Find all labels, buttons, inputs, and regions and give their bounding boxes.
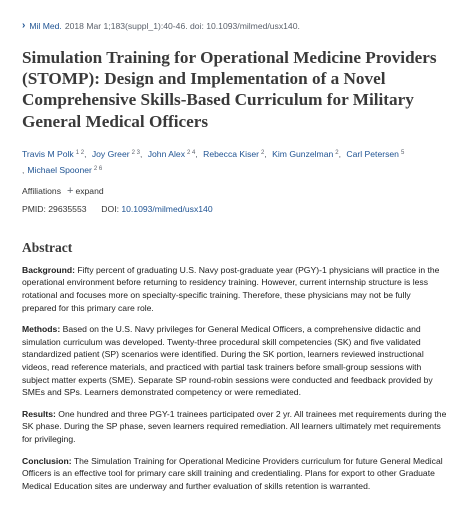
citation-line (22, 20, 447, 31)
abstract-section-label: Results: (22, 408, 56, 419)
affiliations-toggle[interactable] (22, 186, 447, 196)
citation-details: 2018 Mar 1;183(suppl_1):40-46. doi: 10.1093/milmed/usx140. (64, 20, 300, 31)
author-item: Joy Greer $^{2 3}$, (91, 148, 143, 159)
abstract-section-text: Fifty percent of graduating U.S. Navy post-graduate year (PGY)-1 physicians will practice in the operational environment before returning to residency training. However, current internship structure is less rotational and focuses more on specialty-specific training. Therefore, these physicians may not be fully prepared for this primary care role. (22, 264, 440, 313)
abstract-section-text: One hundred and three PGY-1 trainees participated over 2 yr. All trainees met requirements during the SK phase. During the SP phase, seven learners required remediation. All learners ultimately met requirements for privileging. (22, 408, 447, 444)
abstract-section-label: Methods: (22, 324, 61, 335)
doi-label: DOI: (101, 203, 119, 214)
author-link[interactable]: Rebecca Kiser (203, 148, 260, 159)
pmid-label: PMID: (22, 203, 46, 214)
plus-icon: + (67, 184, 74, 197)
journal-link[interactable]: Mil Med. (29, 20, 62, 31)
pmid-value: 29635553 (48, 203, 87, 214)
author-affiliation-ref[interactable]: 2 4 (187, 149, 196, 156)
affiliations-label: Affiliations (22, 185, 62, 196)
article-title: Simulation Training for Operational Medicine Providers (STOMP): Design and Implementation of a Novel Comprehensive Skills-Based Curriculum for Military General Medical Officers (22, 48, 437, 131)
chevron-right-icon[interactable]: › (22, 20, 26, 31)
author-item: Travis M Polk $^{1 2}$, (22, 148, 87, 159)
author-link[interactable]: Carl Petersen (346, 148, 399, 159)
abstract-paragraph (22, 264, 447, 314)
author-link[interactable]: Kim Gunzelman (272, 148, 334, 159)
abstract-paragraph (22, 408, 447, 446)
author-affiliation-ref[interactable]: 2 (261, 149, 265, 156)
doi-link[interactable]: 10.1093/milmed/usx140 (121, 203, 213, 214)
author-link[interactable]: John Alex (147, 148, 185, 159)
author-affiliation-ref[interactable]: 2 3 (131, 149, 140, 156)
abstract-section-label: Background: (22, 264, 75, 275)
abstract-section-label: Conclusion: (22, 455, 72, 466)
author-item: Kim Gunzelman $^2$, (272, 148, 342, 159)
author-affiliation-ref[interactable]: 2 (335, 149, 339, 156)
author-list (22, 146, 447, 178)
author-item: , Michael Spooner $^{2 6}$ (22, 164, 103, 175)
author-affiliation-ref[interactable]: 2 6 (93, 165, 103, 172)
abstract-paragraph (22, 323, 447, 399)
author-item: Rebecca Kiser $^2$, (203, 148, 267, 159)
author-item: John Alex $^{2 4}$, (147, 148, 198, 159)
author-item (346, 149, 404, 159)
author-link[interactable]: Joy Greer (91, 148, 130, 159)
abstract-section-text: The Simulation Training for Operational Medicine Providers curriculum for future General Medical Officers is an effective tool for primary care skill training and credentialing. Plans for export to other Graduate Medical Education sites are underway and further evaluation of skills retention is warranted. (22, 455, 443, 491)
author-affiliation-ref[interactable]: 5 (400, 149, 405, 156)
author-affiliation-ref[interactable]: 1 2 (75, 149, 85, 156)
expand-label: expand (75, 185, 104, 196)
abstract-section-text: Based on the U.S. Navy privileges for General Medical Officers, a comprehensive didactic and simulation curriculum was developed. Twenty-three procedural skill competencies (SK) and five validated standardized patient (SP) scenarios were identified. During the SK portion, learners reviewed instructional videos, read reference materials, and practiced with partial task trainers before small-group sessions with subject matter experts (SME). Separate SP round-robin sessions were conducted and feedback provided by SMEs and SPs. Learners demonstrated competency or were remediated. (22, 324, 433, 398)
author-link[interactable]: Travis M Polk (22, 148, 74, 159)
identifiers (22, 204, 447, 214)
abstract-paragraph (22, 455, 447, 493)
author-link[interactable]: Michael Spooner (27, 164, 92, 175)
abstract-heading: Abstract (22, 239, 73, 255)
